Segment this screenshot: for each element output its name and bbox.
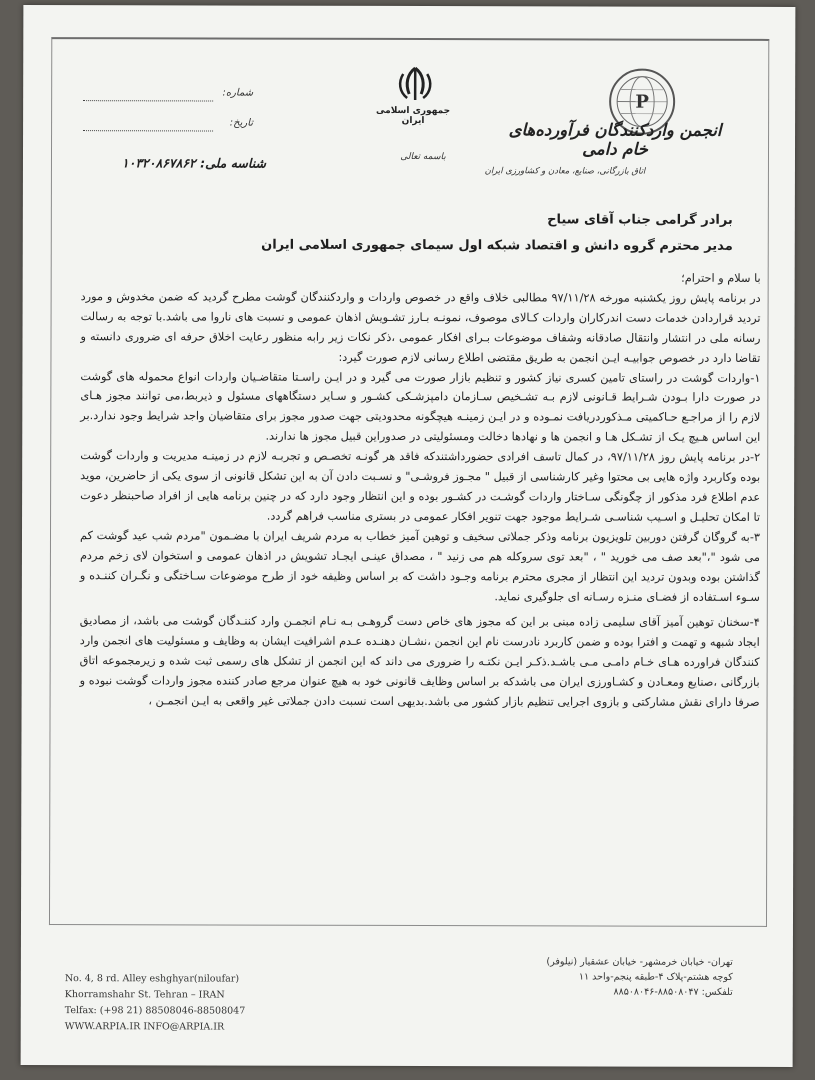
national-id: شناسه ملی: ۱۰۳۲۰۸۶۷۸۶۲: [121, 155, 266, 171]
paragraph-3: ۳-به گروگان گرفتن دوربین تلویزیون برنامه وذکر جملاتی سخیف و توهین آمیز خطاب به مردم شریف ایران با مضـمون "مردم شب عید گوشت کم می شود "،"بعد صف می خورید " ، "بعد توی سروکله هم می زنید " ، مصداق عینـی ایجـاد تشویش در اذهان عمومی و استخوان لای زخم مردم گذاشتن بوده وبدون تردید این انتظار از مجری محترم برنامه وجـود داشت که بر اساس وظیفه خود از طرح موضوعات سـاختگی و نگـران کننـده و سـوء اسـتفاده از فضـای منـزه رسـانه ای جلوگیری نماید.: [79, 528, 761, 604]
bismillah-text: باسمه تعالی: [400, 151, 446, 163]
recipient-name: برادر گرامی جناب آقای سیاح: [547, 212, 733, 228]
address-en-line1: No. 4, 8 rd. Alley eshghyar(niloufar): [64, 973, 240, 985]
emblem-caption: جمهوری اسلامی ایران: [376, 105, 451, 127]
website-en: WWW.ARPIA.IR INFO@ARPIA.IR: [64, 1021, 225, 1033]
paragraph-1: ۱-واردات گوشت در راستای تامین کسری نیاز کشور و تنظیم بازار صورت می گیرد و در ایـن راسـتا متقاضـیان واردات انواع محموله های گوشت در صورت دارا بـودن شـرایط قـانونی لازم بـه تشـخیص سـازمان دامپزشـکی کشـور و سـایر دستگاههای مسئول و ذیربط،می توانند مجوز هـای لازم را از مراجـع حـاکمیتی مـذکوردریافت نمـوده و در ایـن زمینـه هیچگونه محدودیتی جهت صدور مجوز برای متقاضیان واجد شرایط وجود ندارد.بر این اساس هـیچ یـک از تشـکل هـا و انجمن ها و نهادها دخالت ومسئولیتی در صدوراین قبیل مجوز ها ندارند.: [80, 369, 761, 445]
phone-fa: تلفکس: ۸۸۵۰۸۰۴۷-۸۸۵۰۸۰۴۶: [613, 986, 733, 998]
association-subtitle: اتاق بازرگانی، صنایع، معادن و کشاورزی ایران: [484, 166, 646, 177]
letter-body: [80, 267, 761, 713]
paragraph-intro: در برنامه پایش روز یکشنبه مورخه ۹۷/۱۱/۲۸ مطالبی خلاف واقع در خصوص واردات و واردکنندگان گوشت مطرح گردید که ضمن مخدوش و مورد تردید قراردادن خدمات دست اندرکاران واردات کـالای موصوف، نمونـه بـارز تشـویش اذهان عمومی و نسبت های ناروا می باشد.با توجه به رسالت رسانه ملی در انتشار وانتقال صادقانه وشفاف موضوعات بـرای افکار عمومی ،ذکر نکات زیر رابه منظور رعایت اخلاق حرفه ای ضروری دانسته و تقاضا دارد در خصوص جوابیـه ایـن انجمن به طریق مقتضی اطلاع رسانی لازم صورت گیرد:: [80, 290, 761, 365]
iran-emblem-icon: [395, 64, 435, 104]
address-en-line2: Khorramshahr St. Tehran – IRAN: [64, 989, 225, 1001]
paragraph-2: ۲-در برنامه پایش روز ۹۷/۱۱/۲۸، در کمال تاسف افرادی حضورداشتندکه فاقد هر گونـه تخصـص و تجربـه لازم در زمینـه مدیریت و واردات گوشت بوده وکاربرد واژه هایی بی محتوا وغیر کارشناسی از قبیل " مجـوز فروشـی" و نسـبت دادن آن به این تشکل قانونی از سوی یکی از حاضرین، موید عدم اطلاع فرد مذکور از چگونگی سـاختار واردات گوشـت در کشـور بوده و این انتظار وجود دارد که در چنین برنامه هایی از افراد صاحبنظر دعوت تا امکان تحلیـل و اسـیب شناسـی شـرایط موجود جهت تنویر افکار عمومی در بستری مناسب فراهم گردد.: [80, 449, 761, 524]
recipient-title: مدیر محترم گروه دانش و اقتصاد شبکه اول سیمای جمهوری اسلامی ایران: [261, 237, 733, 254]
letter-sheet: [21, 5, 796, 1067]
letter-date-field: [83, 117, 253, 137]
address-fa-line2: کوچه هشتم-پلاک ۴-طبقه پنجم-واحد ۱۱: [578, 971, 733, 983]
letter-number-field: [83, 87, 253, 107]
phone-en: Telfax: (+98 21) 88508046-88508047: [64, 1005, 246, 1017]
letter-date-label: تاریخ:: [229, 117, 254, 129]
footer-address-en: [65, 971, 295, 1036]
greeting: با سلام و احترام؛: [681, 271, 761, 285]
paragraph-4: ۴-سخنان توهین آمیز آقای سلیمی زاده مبنی بر این که مجوز های خاص دست گروهـی بـه نـام انجمـن وارد کننـدگان گوشت می باشد، از مصادیق ایجاد شبهه و تهمت و افترا بوده و ضمن کاربرد نادرست نام این انجمن ،نشـان دهنـده عـدم اشرافیت ایشان به وظایف و مسئولیت های انجمن وارد کنندگان فراورده هـای خـام دامـی مـی باشـد.ذکـر ایـن نکتـه را ضروری می داند که این انجمن از تشکل های رسمی ثبت شده و زیرمجموعه اتاق بازرگانی ،صنایع ومعـادن و کشـاورزی ایران می باشدکه بر اساس وظایف قانونی خود به هیچ عنوان مرجع صادر کننده مجوز واردات گوشت نبوده و صرفا دارای نقش مشارکتی و بازوی اجرایی تنظیم بازار کشور می باشد.بدیهی است نسبت دادن جملاتی غیر واقعی به ایـن انجمـن ،: [79, 614, 760, 709]
letter-number-label: شماره:: [222, 87, 254, 99]
svg-text:P: P: [635, 91, 649, 113]
association-name: انجمن واردکنندگان فرآورده‌های خام دامی: [508, 120, 722, 159]
footer-address-fa: [493, 954, 733, 1000]
address-fa-line1: تهران- خیابان خرمشهر- خیابان عشقیار (نیلوفر): [546, 956, 733, 968]
